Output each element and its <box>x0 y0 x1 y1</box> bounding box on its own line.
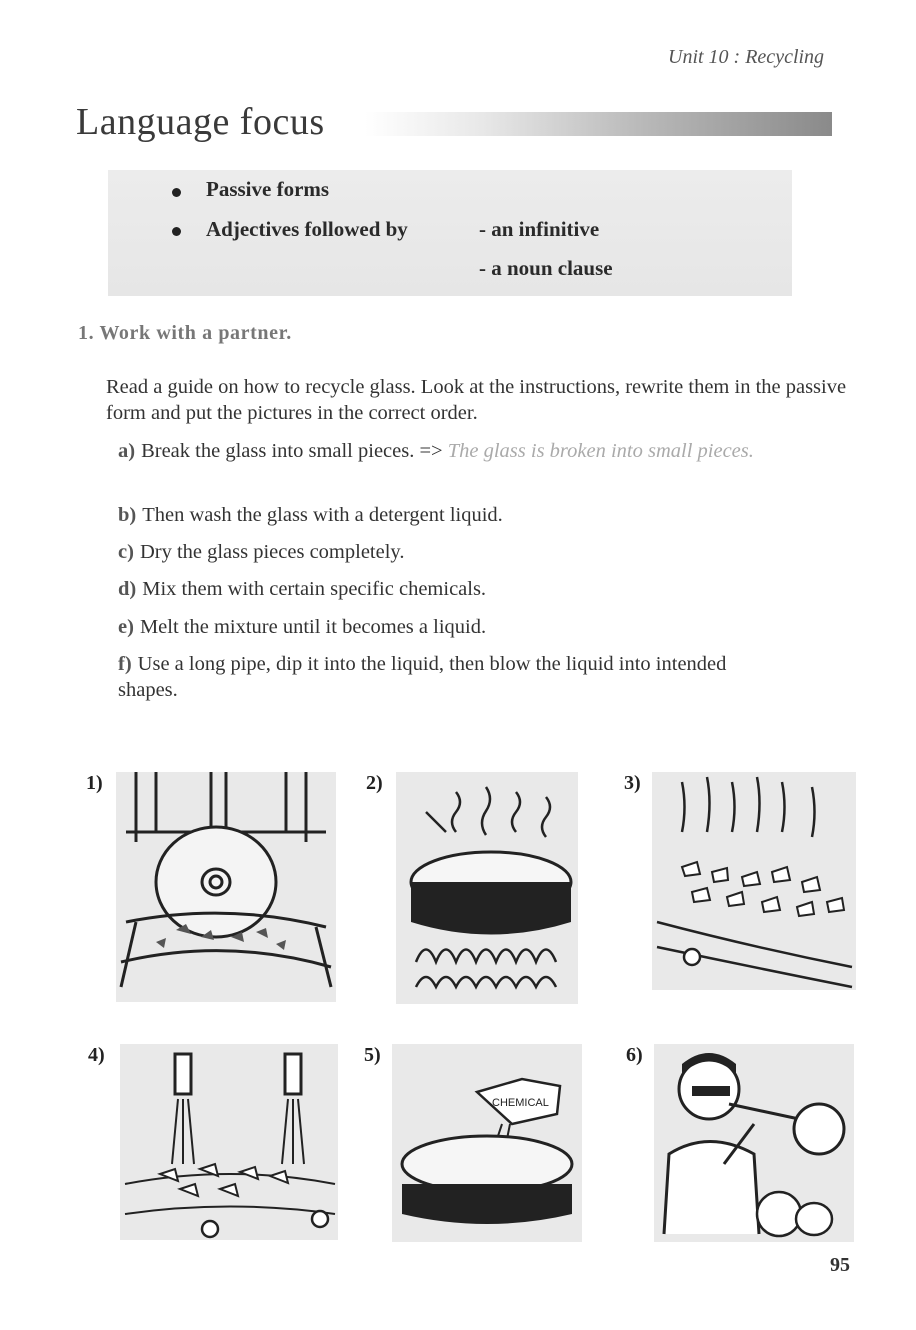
instruction-letter: e) <box>118 616 134 638</box>
instruction-text: Melt the mixture until it becomes a liquid. <box>139 616 487 638</box>
instruction-f <box>118 651 788 703</box>
glass-blower-illustration-icon <box>654 1044 854 1242</box>
picture-1 <box>116 772 336 1002</box>
picture-number-6: 6) <box>626 1044 643 1066</box>
instruction-letter: b) <box>118 504 137 526</box>
page-number: 95 <box>830 1254 850 1276</box>
adding-chemicals-illustration-icon <box>392 1044 582 1242</box>
focus-sub-noun-clause: - a noun clause <box>479 256 613 280</box>
picture-number-5: 5) <box>364 1044 381 1066</box>
picture-number-2: 2) <box>366 772 383 794</box>
task-heading: 1. Work with a partner. <box>78 322 292 344</box>
instruction-letter: f) <box>118 653 132 675</box>
instruction-letter: c) <box>118 541 134 563</box>
instruction-a <box>118 438 768 464</box>
instruction-e <box>118 614 486 640</box>
title-decor-bar <box>365 112 832 136</box>
picture-6 <box>654 1044 854 1242</box>
bullet-icon <box>172 227 181 236</box>
language-focus-box <box>108 170 792 296</box>
picture-number-3: 3) <box>624 772 641 794</box>
instruction-text: Use a long pipe, dip it into the liquid, then blow the liquid into intended shapes. <box>118 653 727 701</box>
instruction-text: Break the glass into small pieces. => <box>141 440 443 462</box>
washing-glass-water-illustration-icon <box>120 1044 338 1240</box>
instruction-letter: a) <box>118 440 136 462</box>
glass-crusher-wheel-illustration-icon <box>116 772 336 1002</box>
melting-pot-fire-illustration-icon <box>396 772 578 1004</box>
instruction-b <box>118 502 503 528</box>
unit-header: Unit 10 : Recycling <box>668 46 825 68</box>
picture-5 <box>392 1044 582 1242</box>
instruction-text: Dry the glass pieces completely. <box>139 541 405 563</box>
focus-item-adjectives: Adjectives followed by <box>206 217 408 241</box>
instruction-c <box>118 539 404 565</box>
picture-2 <box>396 772 578 1004</box>
focus-sub-infinitive: - an infinitive <box>479 217 600 241</box>
drying-glass-pieces-illustration-icon <box>652 772 856 990</box>
section-title: Language focus <box>76 101 325 143</box>
picture-3 <box>652 772 856 990</box>
focus-item-passive: Passive forms <box>206 177 330 201</box>
picture-number-4: 4) <box>88 1044 105 1066</box>
instruction-text: Then wash the glass with a detergent liquid. <box>142 504 503 526</box>
picture-number-1: 1) <box>86 772 103 794</box>
task-intro: Read a guide on how to recycle glass. Look at the instructions, rewrite them in the passive form and put the pictures in the correct order. <box>106 376 847 424</box>
instruction-text: Mix them with certain specific chemicals. <box>142 578 487 600</box>
instruction-d <box>118 576 486 602</box>
picture-4 <box>120 1044 338 1240</box>
instruction-letter: d) <box>118 578 137 600</box>
chemical-bag-label: CHEMICAL <box>492 1097 549 1109</box>
example-answer: The glass is broken into small pieces. <box>447 440 754 462</box>
bullet-icon <box>172 188 181 197</box>
